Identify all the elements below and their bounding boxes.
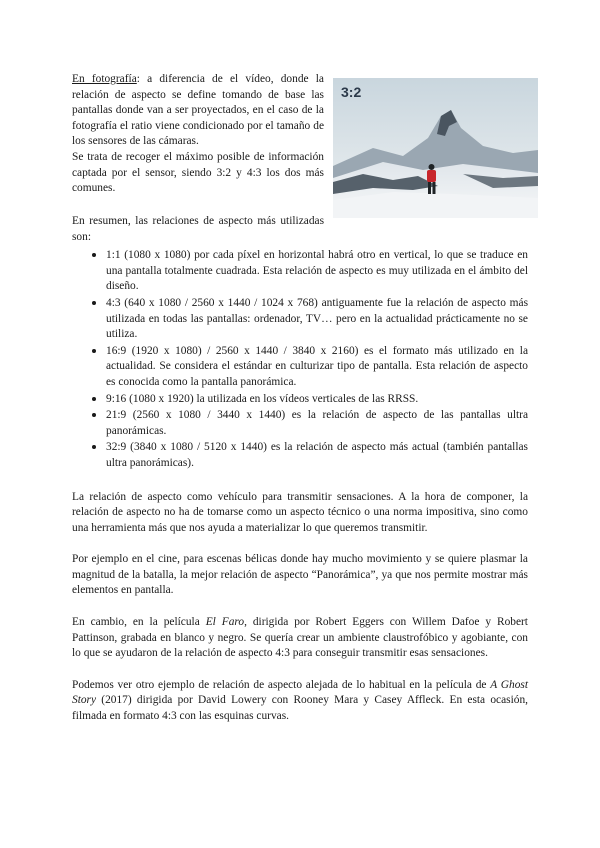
text-span: Podemos ver otro ejemplo de relación de aspecto alejada de lo habitual en la película de: [72, 678, 491, 691]
mountain-photo-icon: [333, 78, 538, 218]
list-item: • 21:9 (2560 x 1080 / 3440 x 1440) es la relación de aspecto de las pantallas ultra panorámicas.: [106, 407, 528, 439]
paragraph-cine: Por ejemplo en el cine, para escenas bélicas donde hay mucho movimiento y se quiere plasmar la magnitud de la batalla, la mejor relación de aspecto “Panorámica”, ya que nos permite mostrar más elementos en pantalla.: [72, 553, 528, 597]
intro-paragraph: [72, 72, 324, 150]
list-item: • 16:9 (1920 x 1080) / 2560 x 1440 / 3840 x 2160) es el formato más utilizado en la actualidad. Se considera el estándar en culturizar tipo de pantalla. Esta relación de aspecto es conocida como la pantalla panorámica.: [106, 343, 528, 391]
ratio-list: [72, 247, 528, 471]
list-item: • 32:9 (3840 x 1080 / 5120 x 1440) es la relación de aspecto más actual (también pantallas ultra panorámicas).: [106, 439, 528, 471]
paragraph-ghost-story: [72, 678, 528, 725]
intro-block: [72, 72, 324, 197]
text-span: , dirigida por Robert Eggers con Willem Dafoe y Robert Pattinson, grabada en blanco y negro. Se quería crear un ambiente claustrofóbico y agobiante, con lo que se ayudaron de la relación de aspecto 4:3 para conseguir transmitir esas sensaciones.: [72, 616, 528, 660]
text-span: En cambio, en la película: [72, 616, 206, 629]
body-text: [72, 214, 528, 725]
film-title: El Faro: [205, 616, 245, 629]
intro-text-2: Se trata de recoger el máximo posible de información captada por el sensor, siendo 3:2 y 4:3 los dos más comunes.: [72, 150, 324, 195]
text-span: (2017) dirigida por David Lowery con Rooney Mara y Casey Affleck. En esta ocasión, filmada en formato 4:3 con las esquinas curvas.: [72, 694, 528, 723]
aspect-ratio-label: 3:2: [341, 84, 362, 100]
intro-text-1: : a diferencia de el vídeo, donde la relación de aspecto se define tomando de base las pantallas donde van a ser proyectados, en el caso de la fotografía el ratio viene condicionado por el tamaño de los sensores de las cámaras.: [72, 73, 324, 148]
paragraph-el-faro: [72, 615, 528, 662]
paragraph-vehicle: La relación de aspecto como vehículo para transmitir sensaciones. A la hora de componer, la relación de aspecto no ha de tomarse como un aspecto técnico o una norma impositiva, sino como una herramienta más que nos ayuda a materializar lo que queremos transmitir.: [72, 490, 528, 534]
film-title: A Ghost Story: [72, 678, 528, 707]
intro-heading: En fotografía: [72, 73, 137, 85]
mountain-photo: [333, 78, 538, 218]
list-item: • 1:1 (1080 x 1080) por cada píxel en horizontal habrá otro en vertical, lo que se traduce en una pantalla totalmente cuadrada. Esta relación de aspecto es muy utilizada en el ámbito del diseño.: [106, 247, 528, 295]
list-item: • 9:16 (1080 x 1920) la utilizada en los vídeos verticales de las RRSS.: [106, 391, 528, 408]
summary-lead: En resumen, las relaciones de aspecto más utilizadas son:: [72, 215, 324, 243]
list-item: • 4:3 (640 x 1080 / 2560 x 1440 / 1024 x 768) antiguamente fue la relación de aspecto más utilizada en todas las pantallas: ordenador, TV… pero en la actualidad prácticamente no se utiliza.: [106, 295, 528, 343]
